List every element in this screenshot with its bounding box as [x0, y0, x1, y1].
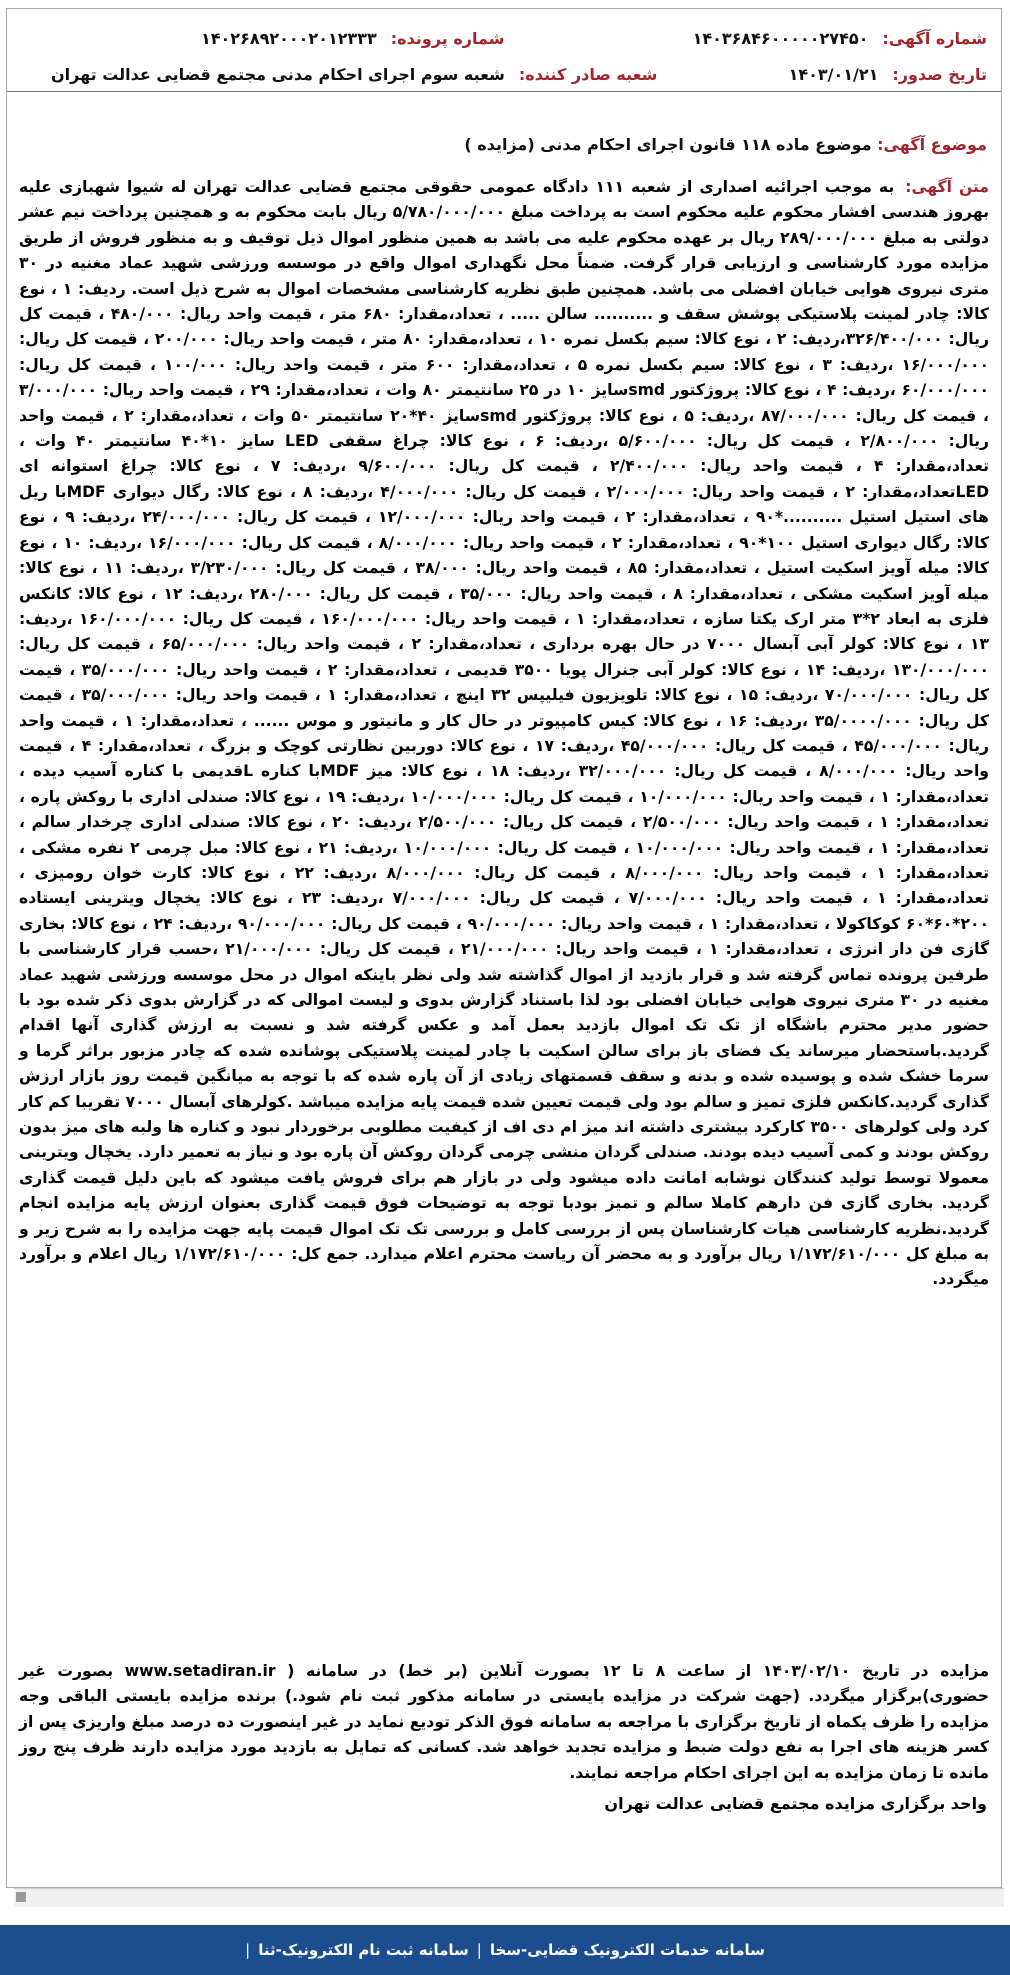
- file-number-value: ۱۴۰۲۶۸۹۲۰۰۰۲۰۱۲۳۳۳: [201, 28, 377, 48]
- notice-header: [7, 9, 1001, 92]
- subject-text: موضوع ماده ۱۱۸ قانون اجرای احکام مدنی (مزایده ): [464, 135, 872, 154]
- notice-subject: [21, 135, 987, 154]
- footer-separator: |: [245, 1941, 251, 1959]
- footer-link-sana[interactable]: سامانه ثبت نام الکترونیک-ثنا: [258, 1941, 469, 1959]
- auction-text-before: مزایده در تاریخ ۱۴۰۳/۰۲/۱۰ از ساعت ۸ تا ۱۲ بصورت آنلاین (بر خط) در سامانه (: [287, 1662, 989, 1680]
- horizontal-scrollbar[interactable]: [14, 1888, 1004, 1907]
- scrollbar-arrow-icon[interactable]: [16, 1892, 26, 1902]
- header-row-2: [21, 59, 987, 89]
- header-row-1: [21, 23, 987, 53]
- ad-number: [693, 29, 987, 48]
- auction-text-after: بصورت غیر حضوری)برگزار میگردد. (جهت شرکت در مزایده بایستی در سامانه مذکور ثبت نام شود.) برنده مزایده بایستی الباقی وجه مزایده را ظرف یکماه از تاریخ برگزاری با مراجعه به سامانه فوق الذکر تودیع نماید در غیر اینصورت ده درصد مبلغ واریزی پس از کسر هزینه های اجرا به نفع دولت ضبط و مزایده تجدید خواهد شد. کسانی که تمایل به بازدید مورد مزایده دارند ظرف پنج روز مانده تا زمان مزایده به این اجرای احکام مراجعه نمایند.: [19, 1662, 989, 1782]
- notice-body: [19, 175, 989, 1293]
- ad-number-label: شماره آگهی:: [882, 28, 987, 48]
- site-footer: [0, 1925, 1010, 1975]
- file-number-label: شماره پرونده:: [390, 28, 505, 48]
- issuing-branch-value: شعبه سوم اجرای احکام مدنی مجتمع قضایی عدالت تهران: [51, 64, 505, 84]
- issue-date-label: تاریخ صدور:: [892, 64, 987, 84]
- auction-paragraph: [19, 1659, 989, 1786]
- subject-label: موضوع آگهی:: [877, 135, 987, 154]
- footer-separator: |: [476, 1941, 482, 1959]
- issuing-branch: [51, 65, 657, 84]
- footer-link-sakha[interactable]: سامانه خدمات الکترونیک قضایی-سخا: [489, 1941, 765, 1959]
- issue-date: [789, 65, 987, 84]
- file-number: [201, 29, 504, 48]
- body-text: به موجب اجرائیه اصداری از شعبه ۱۱۱ دادگاه عمومی حقوقی مجتمع قضایی عدالت تهران له شیوا شهبازی علیه بهروز هندسی افشار محکوم علیه محکوم است به پرداخت مبلغ ۵/۷۸۰/۰۰۰/۰۰۰ ریال بابت محکوم به و همچنین پرداخت نیم عشر دولتی به مبلغ ۲۸۹/۰۰۰/۰۰۰ ریال بر عهده محکوم علیه می باشد به همین منظور اموال ذیل توقیف و به منظور فروش از طریق مزایده مورد کارشناسی و ارزیابی قرار گرفت. ضمناً محل نگهداری اموال واقع در موسسه ورزشی شهید عماد مغنیه در ۳۰ متری نیروی هوایی خیابان افضلی می باشد. همچنین طبق نظریه کارشناسی مشخصات اموال به شرح ذیل است. ردیف: ۱ ، نوع کالا: چادر لمینت پلاستیکی پوشش سقف و .......... سالن ..... ، تعداد،مقدار: ۶۸۰ متر ، قیمت واحد ریال: ۴۸۰/۰۰۰ ، قیمت کل ریال: ۳۲۶/۴۰۰/۰۰۰،ردیف: ۲ ، نوع کالا: سیم بکسل نمره ۱۰ ، تعداد،مقدار: ۸۰ متر ، قیمت واحد ریال: ۲۰۰/۰۰۰ ، قیمت کل ریال: ۱۶/۰۰۰/۰۰۰ ،ردیف: ۳ ، نوع کالا: سیم بکسل نمره ۵ ، تعداد،مقدار: ۶۰۰ متر ، قیمت واحد ریال: ۱۰۰/۰۰۰ ، قیمت کل ریال: ۶۰/۰۰۰/۰۰۰ ،ردیف: ۴ ، نوع کالا: پروژکتور smdسایز ۱۰ در ۲۵ سانتیمتر ۸۰ وات ، تعداد،مقدار: ۲۹ ، قیمت واحد ریال: ۳/۰۰۰/۰۰۰ ، قیمت کل ریال: ۸۷/۰۰۰/۰۰۰ ،ردیف: ۵ ، نوع کالا: پروژکتور smdسایز ۴۰*۲۰ سانتیمتر ۵۰ وات ، تعداد،مقدار: ۲ ، قیمت واحد ریال: ۲/۸۰۰/۰۰۰ ، قیمت کل ریال: ۵/۶۰۰/۰۰۰ ،ردیف: ۶ ، نوع کالا: چراغ سقفی LED سایز ۱۰*۴۰ سانتیمتر ۴۰ وات ، تعداد،مقدار: ۴ ، قیمت واحد ریال: ۲/۴۰۰/۰۰۰ ، قیمت کل ریال: ۹/۶۰۰/۰۰۰ ،ردیف: ۷ ، نوع کالا: چراغ استوانه ای LEDتعداد،مقدار: ۲ ، قیمت واحد ریال: ۲/۰۰۰/۰۰۰ ، قیمت کل ریال: ۴/۰۰۰/۰۰۰ ،ردیف: ۸ ، نوع کالا: رگال دیواری MDFبا ریل های استیل استیل ..........*۹۰ ، تعداد،مقدار: ۲ ، قیمت واحد ریال: ۱۲/۰۰۰/۰۰۰ ، قیمت کل ریال: ۲۴/۰۰۰/۰۰۰ ،ردیف: ۹ ، نوع کالا: رگال دیواری استیل ۱۰۰*۹۰ ، تعداد،مقدار: ۲ ، قیمت واحد ریال: ۸/۰۰۰/۰۰۰ ، قیمت کل ریال: ۱۶/۰۰۰/۰۰۰ ،ردیف: ۱۰ ، نوع کالا: میله آویز اسکیت استیل ، تعداد،مقدار: ۸۵ ، قیمت واحد ریال: ۳۸/۰۰۰ ، قیمت کل ریال: ۳/۲۳۰/۰۰۰ ،ردیف: ۱۱ ، نوع کالا: میله آویز اسکیت مشکی ، تعداد،مقدار: ۸ ، قیمت واحد ریال: ۳۵/۰۰۰ ، قیمت کل ریال: ۲۸۰/۰۰۰ ،ردیف: ۱۲ ، نوع کالا: کانکس فلزی به ابعاد ۲*۳ متر ارک یکتا سازه ، تعداد،مقدار: ۱ ، قیمت واحد ریال: ۱۶۰/۰۰۰/۰۰۰ ، قیمت کل ریال: ۱۶۰/۰۰۰/۰۰۰ ،ردیف: ۱۳ ، نوع کالا: کولر آبی آبسال ۷۰۰۰ در حال بهره برداری ، تعداد،مقدار: ۲ ، قیمت واحد ریال: ۶۵/۰۰۰/۰۰۰ ، قیمت کل ریال: ۱۳۰/۰۰۰/۰۰۰ ،ردیف: ۱۴ ، نوع کالا: کولر آبی جنرال پویا ۳۵۰۰ قدیمی ، تعداد،مقدار: ۲ ، قیمت واحد ریال: ۳۵/۰۰۰/۰۰۰ ، قیمت کل ریال: ۷۰/۰۰۰/۰۰۰ ،ردیف: ۱۵ ، نوع کالا: تلویزیون فیلیپس ۳۲ اینچ ، تعداد،مقدار: ۱ ، قیمت واحد ریال: ۳۵/۰۰۰/۰۰۰ ، قیمت کل ریال: ۳۵/۰۰۰۰/۰۰۰ ،ردیف: ۱۶ ، نوع کالا: کیس کامپیوتر در حال کار و مانیتور و موس ...... ، تعداد،مقدار: ۱ ، قیمت واحد ریال: ۴۵/۰۰۰/۰۰۰ ، قیمت کل ریال: ۴۵/۰۰۰/۰۰۰ ،ردیف: ۱۷ ، نوع کالا: دوربین نظارتی کوچک و بزرگ ، تعداد،مقدار: ۴ ، قیمت واحد ریال: ۸/۰۰۰/۰۰۰ ، قیمت کل ریال: ۳۲/۰۰۰/۰۰۰ ،ردیف: ۱۸ ، نوع کالا: میز MDFبا کناره Lقدیمی با کناره آسیب دیده ، تعداد،مقدار: ۱ ، قیمت واحد ریال: ۱۰/۰۰۰/۰۰۰ ، قیمت کل ریال: ۱۰/۰۰۰/۰۰۰ ،ردیف: ۱۹ ، نوع کالا: صندلی اداری با روکش پاره ، تعداد،مقدار: ۱ ، قیمت واحد ریال: ۲/۵۰۰/۰۰۰ ، قیمت کل ریال: ۲/۵۰۰/۰۰۰ ،ردیف: ۲۰ ، نوع کالا: صندلی اداری چرخدار سالم ، تعداد،مقدار: ۱ ، قیمت واحد ریال: ۱۰/۰۰۰/۰۰۰ ، قیمت کل ریال: ۱۰/۰۰۰/۰۰۰ ،ردیف: ۲۱ ، نوع کالا: مبل چرمی ۲ نفره مشکی ، تعداد،مقدار: ۱ ، قیمت واحد ریال: ۸/۰۰۰/۰۰۰ ، قیمت کل ریال: ۸/۰۰۰/۰۰۰ ،ردیف: ۲۲ ، نوع کالا: کارت خوان رومیزی ، تعداد،مقدار: ۱ ، قیمت واحد ریال: ۷/۰۰۰/۰۰۰ ، قیمت کل ریال: ۷/۰۰۰/۰۰۰ ،ردیف: ۲۳ ، نوع کالا: یخچال ویترینی ایستاده ۲۰۰*۶۰*۶۰ کوکاکولا ، تعداد،مقدار: ۱ ، قیمت واحد ریال: ۹۰/۰۰۰/۰۰۰ ، قیمت کل ریال: ۹۰/۰۰۰/۰۰۰ ،ردیف: ۲۴ ، نوع کالا: بخاری گازی فن دار انرژی ، تعداد،مقدار: ۱ ، قیمت واحد ریال: ۲۱/۰۰۰/۰۰۰ ، قیمت کل ریال: ۲۱/۰۰۰/۰۰۰ ،حسب قرار کارشناسی با طرفین پرونده تماس گرفته شد و قرار بازدید از اموال گذاشته شد ولی نظر باینکه اموال در محل موسسه ورزشی شهید عماد مغنیه در ۳۰ متری نیروی هوایی خیابان افضلی بود لذا باستناد گزارش بدوی و لیست اموالی که در گزارش بدوی ذکر شده بود با حضور مدیر محترم باشگاه از تک تک اموال بازدید بعمل آمد و عکس گرفته شد و نسبت به ارزش گذاری آنها اقدام گردید.باستحضار میرساند یک فضای باز برای سالن اسکیت با چادر لمینت پلاستیکی پوشانده شده که چادر مزبور براثر گرما و سرما خشک شده و پوسیده شده و بدنه و سقف قسمتهای زیادی از آن پاره شده که با توجه به میانگین قیمت روز بازار ارزش گذاری گردید.کانکس فلزی تمیز و سالم بود ولی قیمت تعیین شده قیمت پایه مزایده میباشد .کولرهای آبسال ۷۰۰۰ تقریبا کم کار کرد ولی کولرهای ۳۵۰۰ کارکرد بیشتری داشته اند میز ام دی اف از کیفیت مطلوبی برخوردار نبود و کناره ها ولبه های میز بدون روکش بودند و کمی آسیب دیده بودند. صندلی گردان منشی چرمی گردان روکش آن پاره بود و نیاز به تعمیر دارد. یخچال ویترینی معمولا توسط تولید کنندگان نوشابه امانت داده میشود ولی در بازار هم برای فروش یافت میشود که باین دلیل قیمت گذاری گردید. بخاری گازی فن دارهم کاملا سالم و تمیز بودبا توجه به توضیحات فوق قیمت گذاری بعنوان ارزش پایه مزایده انجام گردید.نظریه کارشناسی هیات کارشناسان پس از بررسی کامل و بررسی تک تک اموال قیمت پایه جهت مزایده را به شرح زیر و به مبلغ کل ۱/۱۷۲/۶۱۰/۰۰۰ ریال برآورد و به محضر آن ریاست محترم اعلام میدارد. جمع کل: ۱/۱۷۲/۶۱۰/۰۰۰ ریال اعلام و برآورد میگردد.: [19, 178, 990, 1289]
- issuing-branch-label: شعبه صادر کننده:: [518, 64, 658, 84]
- notice-signature: واحد برگزاری مزایده مجتمع قضایی عدالت تهران: [604, 1794, 987, 1813]
- ad-number-value: ۱۴۰۳۶۸۴۶۰۰۰۰۰۲۷۴۵۰: [692, 28, 869, 48]
- body-label: متن آگهی:: [905, 178, 989, 196]
- issue-date-value: ۱۴۰۳/۰۱/۲۱: [788, 64, 879, 84]
- auction-site-link[interactable]: www.setadiran.ir: [124, 1662, 276, 1680]
- notice-frame: [6, 8, 1002, 1888]
